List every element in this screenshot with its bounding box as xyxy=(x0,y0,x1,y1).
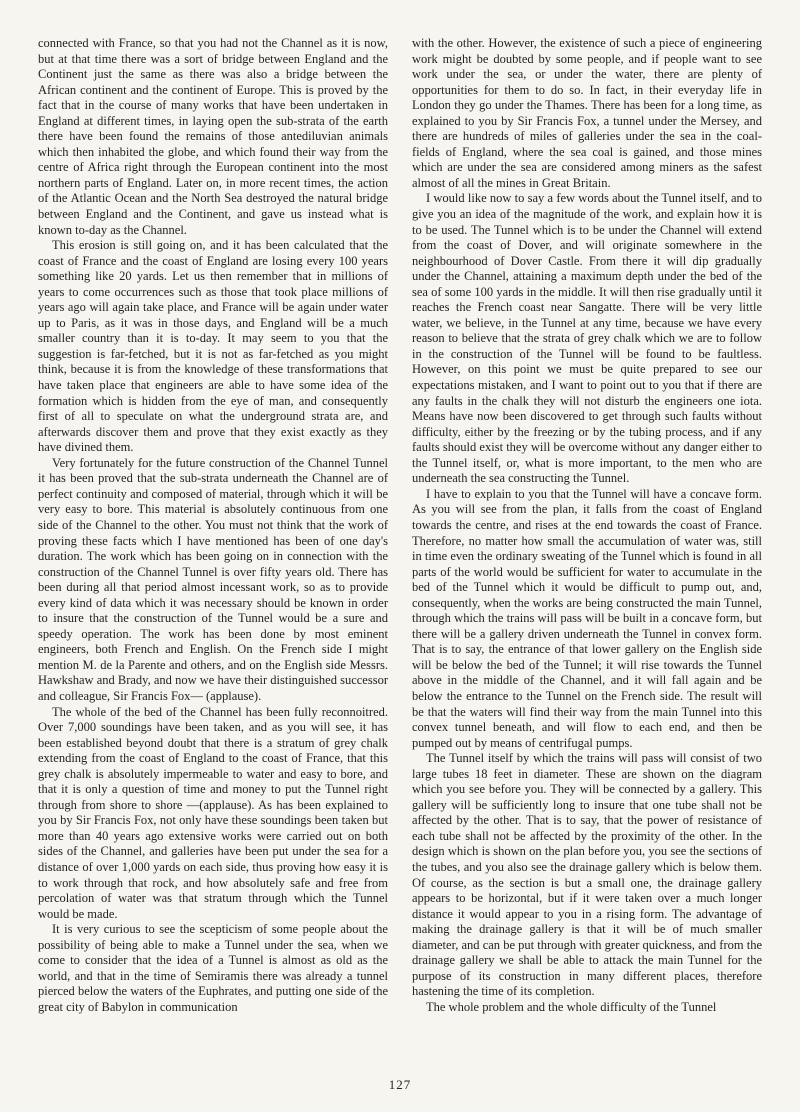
paragraph: This erosion is still going on, and it has been calculated that the coast of France and the coast of England are losing every 100 years something like 20 yards. Let us then remember that in millions of years to come occurrences such as those that took place millions of years ago will again take place, and France will be again under water up to Paris, as it was in those days, and England will be a much smaller country than it is to-day. It may seem to you that the suggestion is far-fetched, but it is not as far-fetched as you might think, because it is from the knowledge of these transformations that have taken place that engineers are able to have some idea of the formation which is hidden from the eye of man, and consequently first of all to speculate on what the underground strata are, and afterwards discover them and prove that they exist exactly as they have divined them. xyxy=(38,238,388,455)
paragraph: The whole of the bed of the Channel has been fully reconnoitred. Over 7,000 soundings have been taken, and as you will see, it has been established beyond doubt that there is a stratum of grey chalk extending from the coast of England to the coast of France, that this grey chalk is absolutely impermeable to water and easy to bore, and that it is only a question of time and money to put the Tunnel right through from shore to shore —(applause). As has been explained to you by Sir Francis Fox, not only have these soundings been taken but more than 40 years ago extensive works were carried out on both sides of the Channel, and galleries have been put under the sea for a distance of over 1,000 yards on each side, thus proving how easy it is to work through that rock, and how absolutely safe and free from percolation of water was that stratum through which the Tunnel would be made. xyxy=(38,704,388,921)
paragraph: It is very curious to see the scepticism of some people about the possibility of being able to make a Tunnel under the sea, when we come to consider that the idea of a Tunnel is almost as old as the world, and that in the time of Semiramis there was already a tunnel pierced below the waters of the Euphrates, and putting one side of the great city of Babylon in communication xyxy=(38,922,388,1014)
paragraph: I have to explain to you that the Tunnel will have a concave form. As you will see from the plan, it falls from the coast of England towards the centre, and rises at the end towards the coast of France. Therefore, no matter how small the accumulation of water was, still in time even the ordinary sweating of the Tunnel which is found in all parts of the world would be sufficient for water to accumulate in the bed of the Tunnel which it would be difficult to pump out, and, consequently, when the works are being constructed the main Tunnel, through which the trains will pass will be built in a concave form, but there will be a gallery driven underneath the Tunnel in convex form. That is to say, the entrance of that lower gallery on the English side will be below the bed of the Tunnel; it will rise towards the Tunnel above in the middle of the Channel, and it will fall again and be below the entrance to the Tunnel on the French side. The result will be that the waters will find their way from the main Tunnel into this convex tunnel beneath, and will flow to each end, and then be pumped out by means of centrifugal pumps. xyxy=(412,486,762,750)
paragraph: The whole problem and the whole difficulty of the Tunnel xyxy=(426,999,717,1014)
right-column xyxy=(412,36,762,1015)
paragraph: Very fortunately for the future construction of the Channel Tunnel it has been proved that the sub-strata underneath the Channel are of perfect continuity and composed of material, through which it will be very easy to bore. This material is absolutely continuous from one side of the Channel to the other. You must not think that the work of proving these facts which I have mentioned has been of one day's duration. The work which has been going on in connection with the construction of the Channel Tunnel is over fifty years old. There has been during all that period almost incessant work, so as to provide every kind of data which it was necessary should be known in order to insure that the construction of the Tunnel would be a sure and speedy operation. The work has been done by most eminent engineers, both French and English. On the French side I might mention M. de la Parente and others, and on the English side Messrs. Hawkshaw and Brady, and now we have their distinguished successor and colleague, Sir Francis Fox— (applause). xyxy=(38,455,388,703)
paragraph: I would like now to say a few words about the Tunnel itself, and to give you an idea of the magnitude of the work, and explain how it is to be used. The Tunnel which is to be under the Channel will extend from the coast of Dover, and will originate somewhere in the neighbourhood of Dover Castle. From there it will dip gradually under the Channel, attaining a maximum depth under the bed of the sea of some 100 yards in the middle. It will then rise gradually until it reaches the French coast near Sangatte. There will be very little water, we believe, in the Tunnel at any time, because we have every reason to believe that the strata of grey chalk which we are to follow in the construction of the Tunnel will be found to be faultless. However, on this point we must be quite prepared to see our expectations mistaken, and I want to point out to you that if there are any faults in the chalk they will not disturb the engineers one iota. Means have now been discovered to get through such faults without difficulty, either by the freezing or by the tubing process, and if any faults should exist they will be overcome without any danger either to the Tunnel itself, or, what is more important, to the men who are underneath the sea constructing the Tunnel. xyxy=(412,191,762,486)
paragraph: connected with France, so that you had not the Channel as it is now, but at that time there was a sort of bridge between England and the Continent just the same as there was also a bridge between the African continent and the continent of Europe. This is proved by the fact that in the course of many works that have been undertaken in England at different times, in laying open the sub-strata of the earth there have been found the remains of those antediluvian animals which then inhabited the globe, and which found their way from the centre of Africa right through the European continent into the most northern parts of England. Later on, in more recent times, the action of the Atlantic Ocean and the North Sea destroyed the natural bridge between England and the Continent, and gave us instead what is known to-day as the Channel. xyxy=(38,36,388,237)
left-column xyxy=(38,36,388,1015)
paragraph: with the other. However, the existence of such a piece of engineering work might be doubted by some people, and if people want to see work under the sea, or under the water, there are plenty of opportunities for them to do so. In fact, in their everyday life in London they go under the Thames. There has been for a long time, as explained to you by Sir Francis Fox, a tunnel under the Mersey, and there are hundreds of miles of galleries under the sea in the coal-fields of England, where the sea coal is gained, and those mines which are under the sea are considered among miners as the safest almost of all the mines in Great Britain. xyxy=(412,36,762,190)
page-number: 127 xyxy=(388,1077,412,1092)
paragraph: The Tunnel itself by which the trains will pass will consist of two large tubes 18 feet in diameter. These are shown on the diagram which you see before you. They will be connected by a gallery. This gallery will be sufficiently long to insure that one tube shall not be affected by the other. That is to say, that the power of resistance of each tube shall not be affected by the proximity of the other. In the design which is shown on the plan before you, you see the sections of the tubes, and you also see the drainage gallery which is below them. Of course, as the section is but a small one, the drainage gallery appears to be horizontal, but if it were taken over a much longer distance it would appear to you in a rising form. The advantage of making the drainage gallery is that it will be of much smaller diameter, and can be put through with greater quickness, and from the drainage gallery we shall be able to attack the main Tunnel for the purpose of its construction in many different places, therefore hastening the time of its completion. xyxy=(412,751,762,999)
